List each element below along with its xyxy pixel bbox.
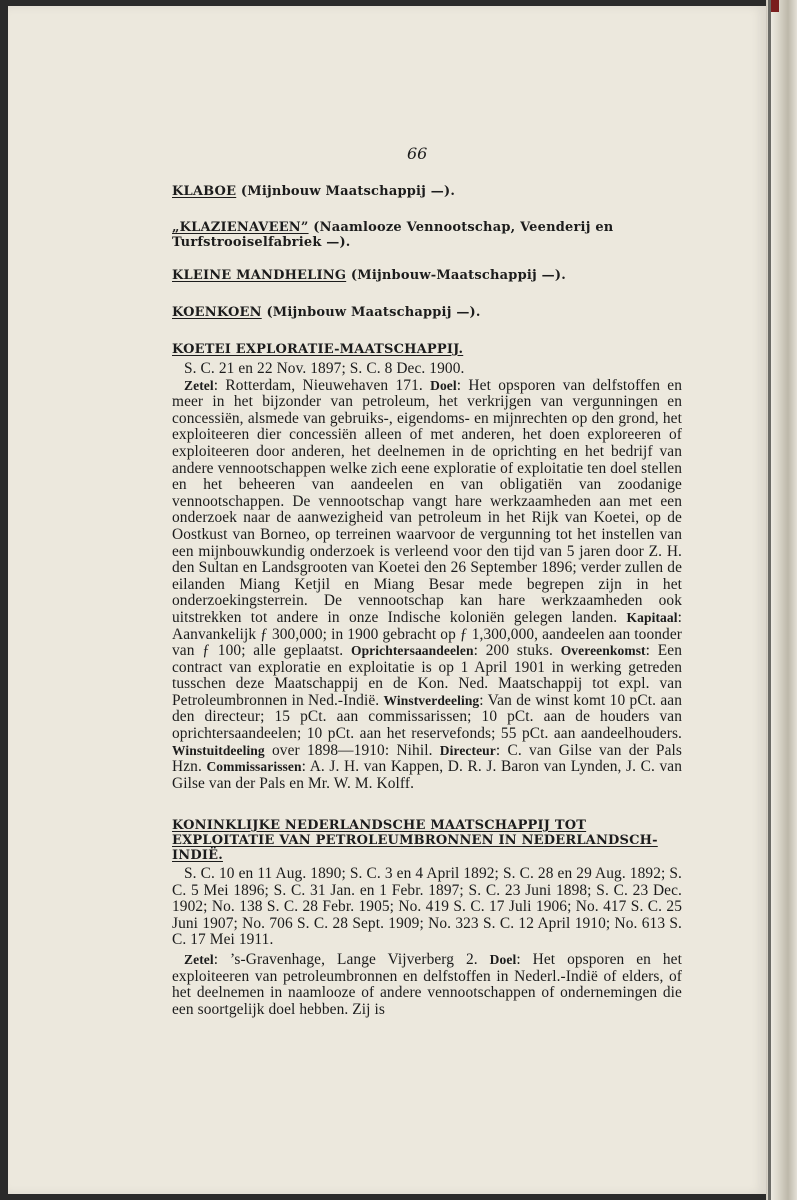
entry-title: KONINKLIJKE NEDERLANDSCHE MAATSCHAPPIJ TOT EXPLOITATIE VAN PETROLEUMBRONNEN IN NEDERLANDSCH-INDIË. [172,818,658,863]
entry-description: (Mijnbouw Maatschappij —). [236,184,456,199]
entry-sc: S. C. 21 en 22 Nov. 1897; S. C. 8 Dec. 1900. [184,360,465,377]
entry-sc: S. C. 10 en 11 Aug. 1890; S. C. 3 en 4 April 1892; S. C. 28 en 29 Aug. 1892; S. C. 5 Mei 1896; S. C. 31 Jan. en 1 Febr. 1897; S. C. 23 Juni 1898; S. C. 23 Dec. 1902; No. 138 S. C. 28 Febr. 1905; No. 419 S. C. 17 Juli 1906; No. 417 S. C. 25 Juni 1907; No. 706 S. C. 28 Sept. 1909; No. 323 S. C. 12 April 1910; No. 613 S. C. 17 Mei 1911. [172,865,682,949]
spine-bookmark [771,0,779,12]
entry-koetei [172,342,682,792]
entry-klazienaveen [172,220,682,250]
entry-title: KLEINE MANDHELING [172,268,347,283]
entry-title: KOETEI EXPLORATIE-MAATSCHAPPIJ. [172,342,464,357]
entry-description: (Mijnbouw Maatschappij —). [261,305,481,320]
entry-title: „KLAZIENAVEEN” [172,220,309,235]
entry-kleine-mandheling [172,268,682,284]
entry-description: (Naamlooze Vennootschap, Veenderij en Turfstrooiselfabriek —). [172,220,614,250]
spine-edge [768,0,771,1200]
entry-body: Zetel: ’s-Gravenhage, Lange Vijverberg 2. Doel: Het opsporen en het exploiteeren van petroleumbronnen en delfstoffen in Nederl.-Indië of elders, of het deelnemen in naamlooze of andere vennootschappen of ondernemingen die een soortgelijk doel hebben. Zij is [172,950,682,1018]
entry-title: KOENKOEN [172,305,262,320]
page-number: 66 [407,144,428,163]
entry-body: Zetel: Rotterdam, Nieuwehaven 171. Doel: Het opsporen van delfstoffen en meer in het bijzonder van petroleum, het verkrijgen van vergunningen en concessiën, alsmede van gebruiks-, eigendoms- en mijnrechten op den grond, het exploiteeren dier concessiën alleen of met anderen, het doen exploreeren of exploiteeren door anderen, het deelnemen in de oprichting en het bedrijf van andere vennootschappen welke zich eene exploratie of exploitatie ten doel stellen en het beheeren van aandeelen en van obligatiën van zoodanige vennootschappen. De vennootschap vangt hare werkzaamheden aan met een onderzoek naar de aanwezigheid van petroleum in het Rijk van Koetei, op de Oostkust van Borneo, op terreinen waarvoor de vergunning tot het instellen van een mijnbouwkundig onderzoek is verleend voor den tijd van 5 jaren door Z. H. den Sultan en Landsgrooten van Koetei den 26 September 1896; verder zullen de eilanden Miang Ketjil en Miang Besar mede begrepen zijn in het onderzoekingsterrein. De vennootschap kan hare werkzaamheden ook uitstrekken tot andere in onze Indische koloniën gelegen landen. Kapitaal: Aanvankelijk ƒ 300,000; in 1900 gebracht op ƒ 1,300,000, aandeelen aan toonder van ƒ 100; alle geplaatst. Oprichtersaandeelen: 200 stuks. Overeenkomst: Een contract van exploratie en exploitatie is op 1 April 1901 in werking getreden tusschen deze Maatschappij en de Kon. Ned. Maatschappij tot expl. van Petroleumbronnen in Ned.-Indië. Winstverdeeling: Van de winst komt 10 pCt. aan den directeur; 15 pCt. aan commissarissen; 10 pCt. aan de houders van oprichtersaandeelen; 10 pCt. aan het reservefonds; 55 pCt. aan aandeelhouders. Winstuitdeeling over 1898—1910: Nihil. Directeur: C. van Gilse van der Pals Hzn. Commissarissen: A. J. H. van Kappen, D. R. J. Baron van Lynden, J. C. van Gilse van der Pals en Mr. W. M. Kolff. [172,376,683,792]
entry-koenkoen [172,305,682,321]
entry-title: KLABOE [172,184,237,199]
entry-koninklijke [172,818,682,1018]
entry-klaboe [172,184,682,200]
entry-description: (Mijnbouw-Maatschappij —). [346,268,566,283]
